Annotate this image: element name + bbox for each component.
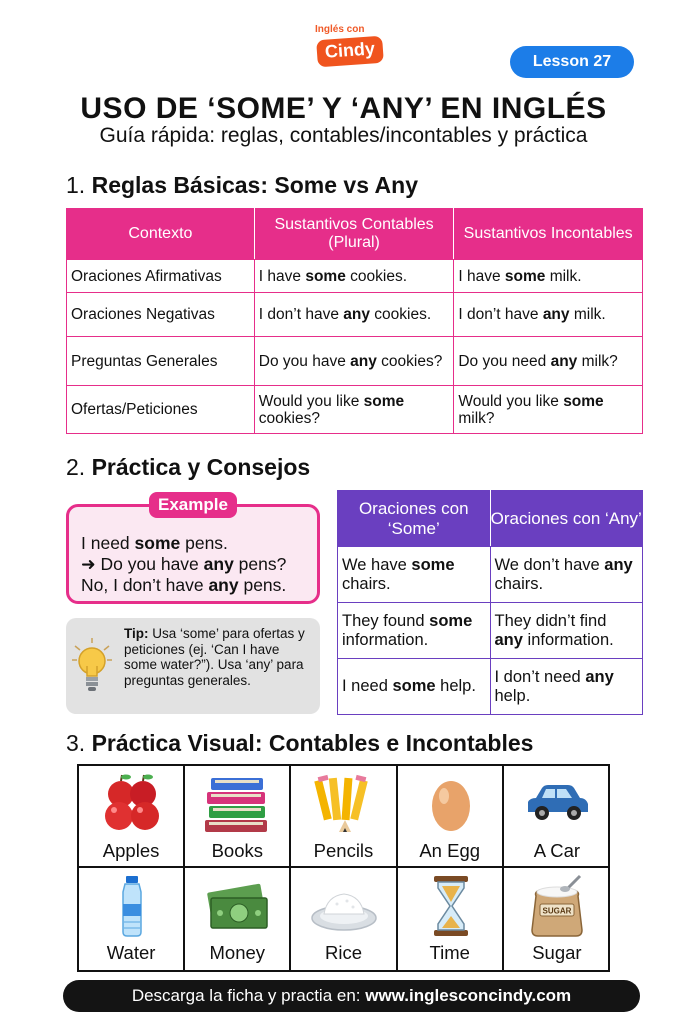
logo-top-text: Inglés con [315,24,365,35]
rice-icon [309,874,379,938]
example-line: No, I don’t have any pens. [81,575,287,595]
egg-icon [416,772,486,836]
grid-cell-pencils [291,766,397,868]
practice-table-header [338,491,643,547]
grid-cell-books [185,766,291,868]
column-header: Contexto [67,209,255,260]
example-tag: Example [149,492,237,518]
some-cell: They found some information. [338,603,491,659]
table-row [338,547,643,603]
table-row [67,260,643,293]
rules-table-header [67,209,643,260]
column-header: Oraciones con ‘Some’ [338,491,491,547]
item-label: A Car [533,840,581,861]
any-cell: I don’t need any help. [490,659,643,715]
uncountable-cell: Would you like some milk? [454,386,643,434]
page-subtitle: Guía rápida: reglas, contables/incontables y práctica [99,124,588,147]
countable-cell: Do you have any cookies? [254,337,454,386]
table-row [67,293,643,337]
uncountable-cell: Do you need any milk? [454,337,643,386]
any-cell: They didn’t find any information. [490,603,643,659]
section-title: Práctica Visual: Contables e Incontables [91,730,534,756]
uncountable-cell: I don’t have any milk. [454,293,643,337]
item-label: Time [429,942,470,963]
sack-label: SUGAR [542,906,572,916]
section-2-heading [66,454,310,481]
tip-text: Tip: Usa ‘some’ para ofertas y peticiones (ej. ‘Can I have some water?”). Usa ‘any’ para preguntas generales. [124,626,305,688]
column-header: Oraciones con ‘Any’ [490,491,643,547]
footer-text: Descarga la ficha y practia en: [131,986,366,1005]
grid-cell-money [185,868,291,970]
grid-cell-sugar [504,868,610,970]
item-label: Apples [102,840,160,861]
lightbulb-icon [72,638,112,696]
some-cell: I need some help. [338,659,491,715]
pencils-icon [309,772,379,836]
rules-table [66,208,643,434]
logo-main-text: Cindy [316,36,384,68]
table-row [67,337,643,386]
section-title: Reglas Básicas: Some vs Any [91,172,418,198]
example-lines [81,533,286,596]
any-cell: We don’t have any chairs. [490,547,643,603]
visual-grid [77,764,610,972]
example-line: ➜ Do you have any pens? [81,554,287,574]
item-label: Pencils [313,840,374,861]
table-row [338,659,643,715]
context-cell: Ofertas/Peticiones [67,386,255,434]
context-cell: Oraciones Negativas [67,293,255,337]
table-row [338,603,643,659]
item-label: Sugar [532,942,582,963]
some-cell: We have some chairs. [338,547,491,603]
section-3-heading [66,730,533,757]
footer-banner [63,980,640,1012]
uncountable-cell: I have some milk. [454,260,643,293]
grid-cell-apples [79,766,185,868]
practice-table [337,490,643,715]
grid-cell-egg [398,766,504,868]
books-icon [203,772,273,836]
section-title: Práctica y Consejos [91,454,311,480]
tip-box [66,618,320,714]
section-number: 1. [66,172,86,198]
item-label: Money [209,942,266,963]
car-icon [522,772,592,836]
grid-cell-car [504,766,610,868]
countable-cell: I don’t have any cookies. [254,293,454,337]
money-icon [203,874,273,938]
example-line: I need some pens. [81,533,228,553]
countable-cell: I have some cookies. [254,260,454,293]
apples-icon [97,772,167,836]
context-cell: Preguntas Generales [67,337,255,386]
grid-cell-rice [291,868,397,970]
page-title: USO DE ‘SOME’ Y ‘ANY’ EN INGLÉS [80,92,607,125]
item-label: Rice [324,942,362,963]
brand-logo [313,20,381,72]
section-number: 3. [66,730,86,756]
water-bottle-icon [97,874,167,938]
hourglass-icon [416,874,486,938]
item-label: An Egg [419,840,481,861]
countable-cell: Would you like some cookies? [254,386,454,434]
section-number: 2. [66,454,86,480]
item-label: Books [211,840,263,861]
grid-cell-water [79,868,185,970]
example-box [66,495,320,604]
column-header: Sustantivos Incontables [454,209,643,260]
table-row [67,386,643,434]
section-1-heading [66,172,418,199]
context-cell: Oraciones Afirmativas [67,260,255,293]
item-label: Water [106,942,156,963]
sugar-sack-icon [522,874,592,938]
column-header: Sustantivos Contables (Plural) [254,209,454,260]
footer-link[interactable]: www.inglesconcindy.com [365,986,572,1005]
lesson-badge: Lesson 27 [510,46,634,78]
grid-cell-time [398,868,504,970]
